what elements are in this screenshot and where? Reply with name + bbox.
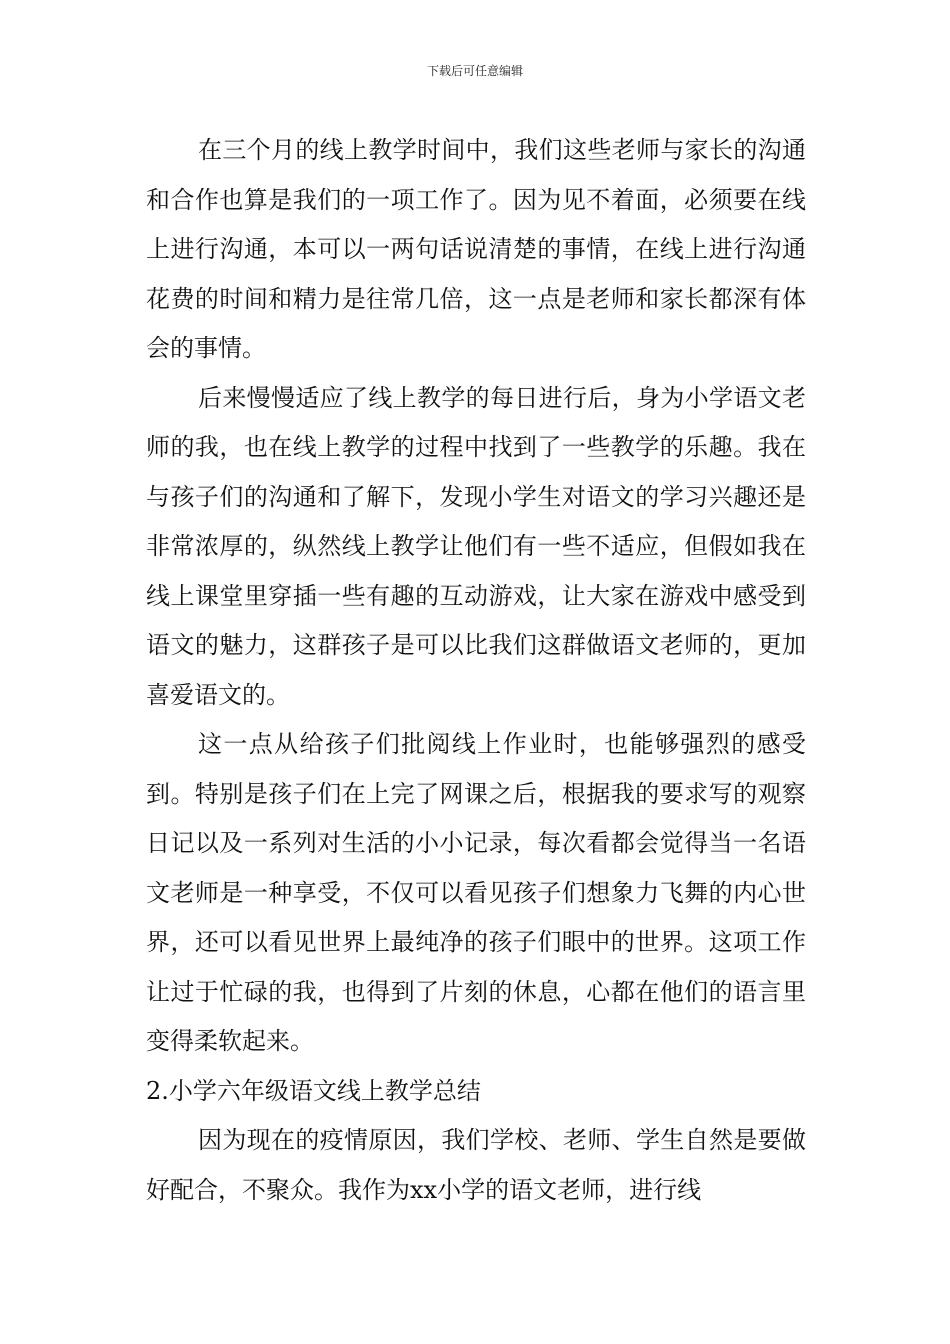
document-body: [146, 126, 806, 1215]
paragraph-2: 后来慢慢适应了线上教学的每日进行后，身为小学语文老师的我，也在线上教学的过程中找到了一些教学的乐趣。我在与孩子们的沟通和了解下，发现小学生对语文的学习兴趣还是非常浓厚的，纵然线上教学让他们有一些不适应，但假如我在线上课堂里穿插一些有趣的互动游戏，让大家在游戏中感受到语文的魅力，这群孩子是可以比我们这群做语文老师的，更加喜爱语文的。: [146, 383, 806, 709]
section-paragraph-1: 因为现在的疫情原因，我们学校、老师、学生自然是要做好配合，不聚众。我作为xx小学的语文老师，进行线: [146, 1126, 806, 1204]
paragraph-1: 在三个月的线上教学时间中，我们这些老师与家长的沟通和合作也算是我们的一项工作了。因为见不着面，必须要在线上进行沟通，本可以一两句话说清楚的事情，在线上进行沟通花费的时间和精力是往常几倍，这一点是老师和家长都深有体会的事情。: [146, 136, 806, 362]
section-title: 2.小学六年级语文线上教学总结: [146, 1076, 481, 1105]
page-header: 下载后可任意编辑: [426, 64, 523, 78]
paragraph-3: 这一点从给孩子们批阅线上作业时，也能够强烈的感受到。特别是孩子们在上完了网课之后，根据我的要求写的观察日记以及一系列对生活的小小记录，每次看都会觉得当一名语文老师是一种享受，不仅可以看见孩子们想象力飞舞的内心世界，还可以看见世界上最纯净的孩子们眼中的世界。这项工作让过于忙碌的我，也得到了片刻的休息，心都在他们的语言里变得柔软起来。: [146, 730, 806, 1055]
